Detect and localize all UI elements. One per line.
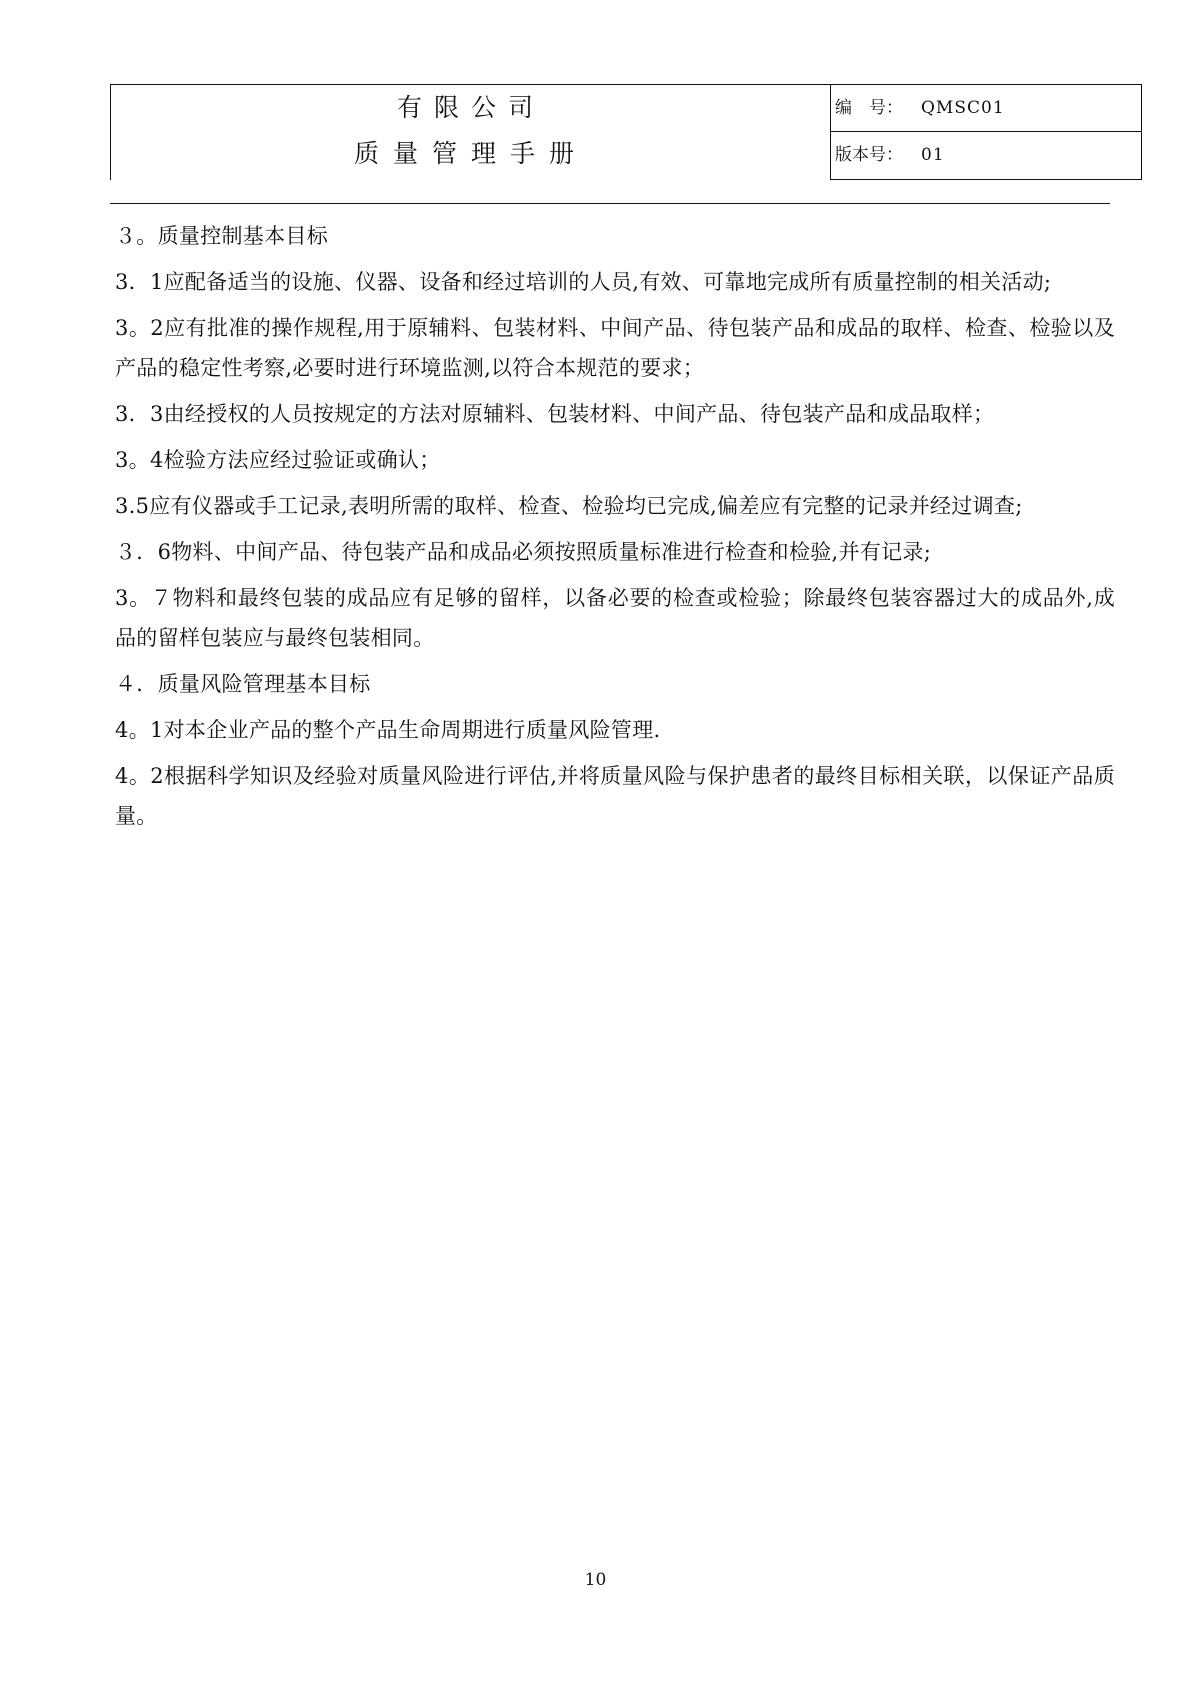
- version-value: 01: [921, 145, 945, 165]
- paragraph: 3。2应有批准的操作规程,用于原辅料、包装材料、中间产品、待包装产品和成品的取样、检查、检验以及产品的稳定性考察,必要时进行环境监测,以符合本规范的要求；: [115, 316, 1115, 380]
- doc-number-label: 编 号：: [835, 98, 903, 118]
- document-info-box: [830, 84, 1142, 180]
- paragraph: 3。4检验方法应经过验证或确认；: [115, 448, 441, 472]
- paragraph: 3．3由经授权的人员按规定的方法对原辅料、包装材料、中间产品、待包装产品和成品取样；: [115, 402, 995, 426]
- page-number: 10: [584, 1570, 607, 1590]
- doc-number-value: QMSC01: [921, 98, 1005, 118]
- header-divider: [110, 203, 1110, 204]
- header-title-cell: [110, 84, 830, 180]
- version-row: [831, 132, 1141, 179]
- section-heading: ４．质量风险管理基本目标: [115, 672, 371, 696]
- paragraph: 4。2根据科学知识及经验对质量风险进行评估,并将质量风险与保护患者的最终目标相关联，以保证产品质量。: [115, 764, 1115, 828]
- doc-number-row: [831, 85, 1141, 132]
- section-heading: ３。质量控制基本目标: [115, 224, 328, 248]
- paragraph: 4。1对本企业产品的整个产品生命周期进行质量风险管理.: [115, 718, 661, 742]
- company-name: 有限公司: [396, 93, 545, 122]
- paragraph: ３．6物料、中间产品、待包装产品和成品必须按照质量标准进行检查和检验,并有记录;: [115, 540, 932, 564]
- paragraph: 3．1应配备适当的设施、仪器、设备和经过培训的人员,有效、可靠地完成所有质量控制的相关活动;: [115, 270, 1052, 294]
- manual-title: 质量管理手册: [353, 139, 588, 168]
- paragraph: 3。７物料和最终包装的成品应有足够的留样，以备必要的检查或检验；除最终包装容器过大的成品外,成品的留样包装应与最终包装相同。: [115, 586, 1115, 650]
- paragraph: 3.5应有仪器或手工记录,表明所需的取样、检查、检验均已完成,偏差应有完整的记录并经过调查;: [115, 494, 1023, 518]
- document-body: [115, 216, 1115, 842]
- document-header: [110, 84, 1142, 180]
- version-label: 版本号：: [835, 145, 903, 165]
